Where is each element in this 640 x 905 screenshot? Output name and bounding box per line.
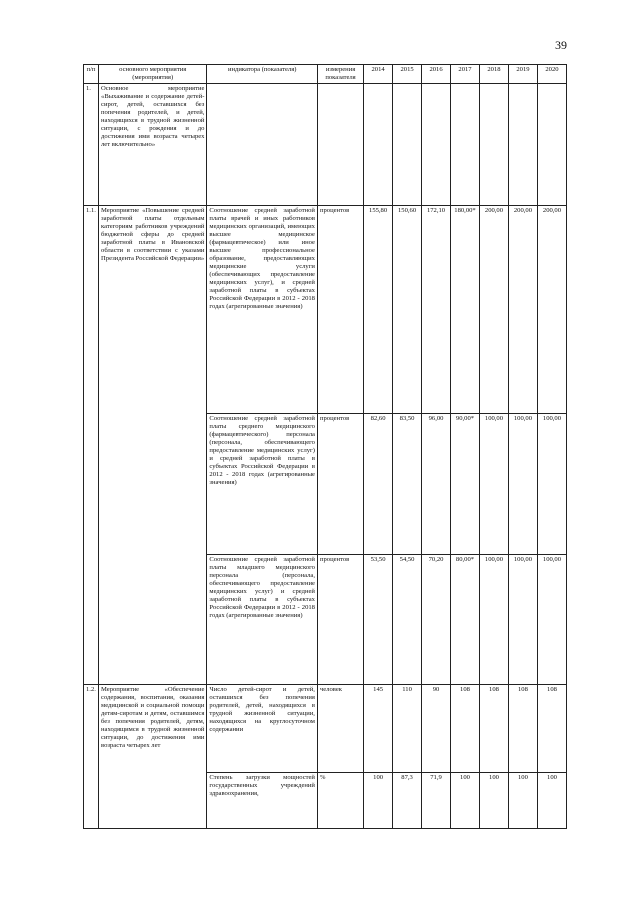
value-cell: 100 <box>537 773 566 829</box>
row-number: 1.1. <box>84 206 99 685</box>
value-cell: 71,9 <box>422 773 451 829</box>
header-year: 2014 <box>364 65 393 84</box>
header-activity: основного мероприятия (мероприятия) <box>99 65 207 84</box>
unit-cell: процентов <box>317 555 363 685</box>
indicator-cell: Соотношение средней заработной платы среднего медицинского (фармацевтического) персонала (персонала, обеспечивающего предоставление медицинских услуг) и средней заработной платы в субъектах Российской Федерации в 2012 - 2018 годах (агрегированные значения) <box>207 414 318 555</box>
value-cell: 200,00 <box>537 206 566 414</box>
indicator-cell: Соотношение средней заработной платы врачей и иных работников медицинских организаций, имеющих высшее медицинское (фармацевтическое) или иное высшее профессиональное образование, предоставляющих медицинские услуги (обеспечивающих предоставление медицинских услуг), и средней заработной платы в субъектах Российской Федерации в 2012 - 2018 годах (агрегированные значения) <box>207 206 318 414</box>
value-cell: 100,00 <box>479 555 508 685</box>
value-cell: 108 <box>508 685 537 773</box>
value-cell: 200,00 <box>479 206 508 414</box>
value-cell: 145 <box>364 685 393 773</box>
header-year: 2015 <box>393 65 422 84</box>
header-num: п/п <box>84 65 99 84</box>
unit-cell: процентов <box>317 414 363 555</box>
value-cell: 100 <box>508 773 537 829</box>
header-unit: измерения показателя <box>317 65 363 84</box>
page-number: 39 <box>555 38 567 52</box>
value-cell: 100,00 <box>479 414 508 555</box>
value-cell: 80,00* <box>451 555 480 685</box>
value-cell: 70,20 <box>422 555 451 685</box>
value-cell: 96,00 <box>422 414 451 555</box>
header-year: 2017 <box>451 65 480 84</box>
header-year: 2016 <box>422 65 451 84</box>
indicator-cell: Степень загрузки мощностей государственных учреждений здравоохранения, <box>207 773 318 829</box>
activity-cell: Мероприятие «Повышение средней заработной платы отдельным категориям работников учреждений бюджетной сферы до средней заработной платы в Ивановской области в соответствии с указами Президента Российской Федерации» <box>99 206 207 685</box>
unit-cell: процентов <box>317 206 363 414</box>
row-number: 1. <box>84 84 99 206</box>
value-cell: 87,3 <box>393 773 422 829</box>
value-cell: 100,00 <box>537 555 566 685</box>
value-cell: 110 <box>393 685 422 773</box>
value-cell: 180,00* <box>451 206 480 414</box>
value-cell: 108 <box>537 685 566 773</box>
row-number: 1.2. <box>84 685 99 829</box>
indicators-table <box>83 64 567 829</box>
value-cell: 155,80 <box>364 206 393 414</box>
table-header-row <box>84 65 567 84</box>
value-cell: 108 <box>479 685 508 773</box>
value-cell: 53,50 <box>364 555 393 685</box>
value-cell: 100,00 <box>537 414 566 555</box>
value-cell: 83,50 <box>393 414 422 555</box>
value-cell: 200,00 <box>508 206 537 414</box>
table-row <box>84 206 567 414</box>
value-cell: 90 <box>422 685 451 773</box>
activity-cell: Основное мероприятие «Выхаживание и содержание детей-сирот, детей, оставшихся без попечения родителей, и детей, находящихся в трудной жизненной ситуации, с рождения и до достижения ими возраста четырех лет включительно» <box>99 84 207 206</box>
table-row <box>84 685 567 773</box>
value-cell: 108 <box>451 685 480 773</box>
value-cell: 100 <box>479 773 508 829</box>
value-cell: 100 <box>451 773 480 829</box>
header-indicator: индикатора (показателя) <box>207 65 318 84</box>
value-cell: 100 <box>364 773 393 829</box>
activity-cell: Мероприятие «Обеспечение содержания, воспитания, оказания медицинской и социальной помощи детям-сиротам и детям, оставшимся без попечения родителей, детям, находящимся в трудной жизненной ситуации, до достижения ими возраста четырех лет <box>99 685 207 829</box>
value-cell: 54,50 <box>393 555 422 685</box>
indicator-cell: Число детей-сирот и детей, оставшихся без попечения родителей, детей, находящихся в трудной жизненной ситуации, находящихся на круглосуточном содержании <box>207 685 318 773</box>
table-row <box>84 84 567 206</box>
unit-cell: человек <box>317 685 363 773</box>
value-cell: 150,60 <box>393 206 422 414</box>
value-cell: 172,10 <box>422 206 451 414</box>
unit-cell: % <box>317 773 363 829</box>
value-cell: 100,00 <box>508 555 537 685</box>
indicator-cell: Соотношение средней заработной платы младшего медицинского персонала (персонала, обеспечивающего предоставление медицинских услуг) и средней заработной платы в субъектах Российской Федерации в 2012 - 2018 годах (агрегированные значения) <box>207 555 318 685</box>
header-year: 2019 <box>508 65 537 84</box>
header-year: 2018 <box>479 65 508 84</box>
value-cell: 90,00* <box>451 414 480 555</box>
header-year: 2020 <box>537 65 566 84</box>
value-cell: 82,60 <box>364 414 393 555</box>
value-cell: 100,00 <box>508 414 537 555</box>
